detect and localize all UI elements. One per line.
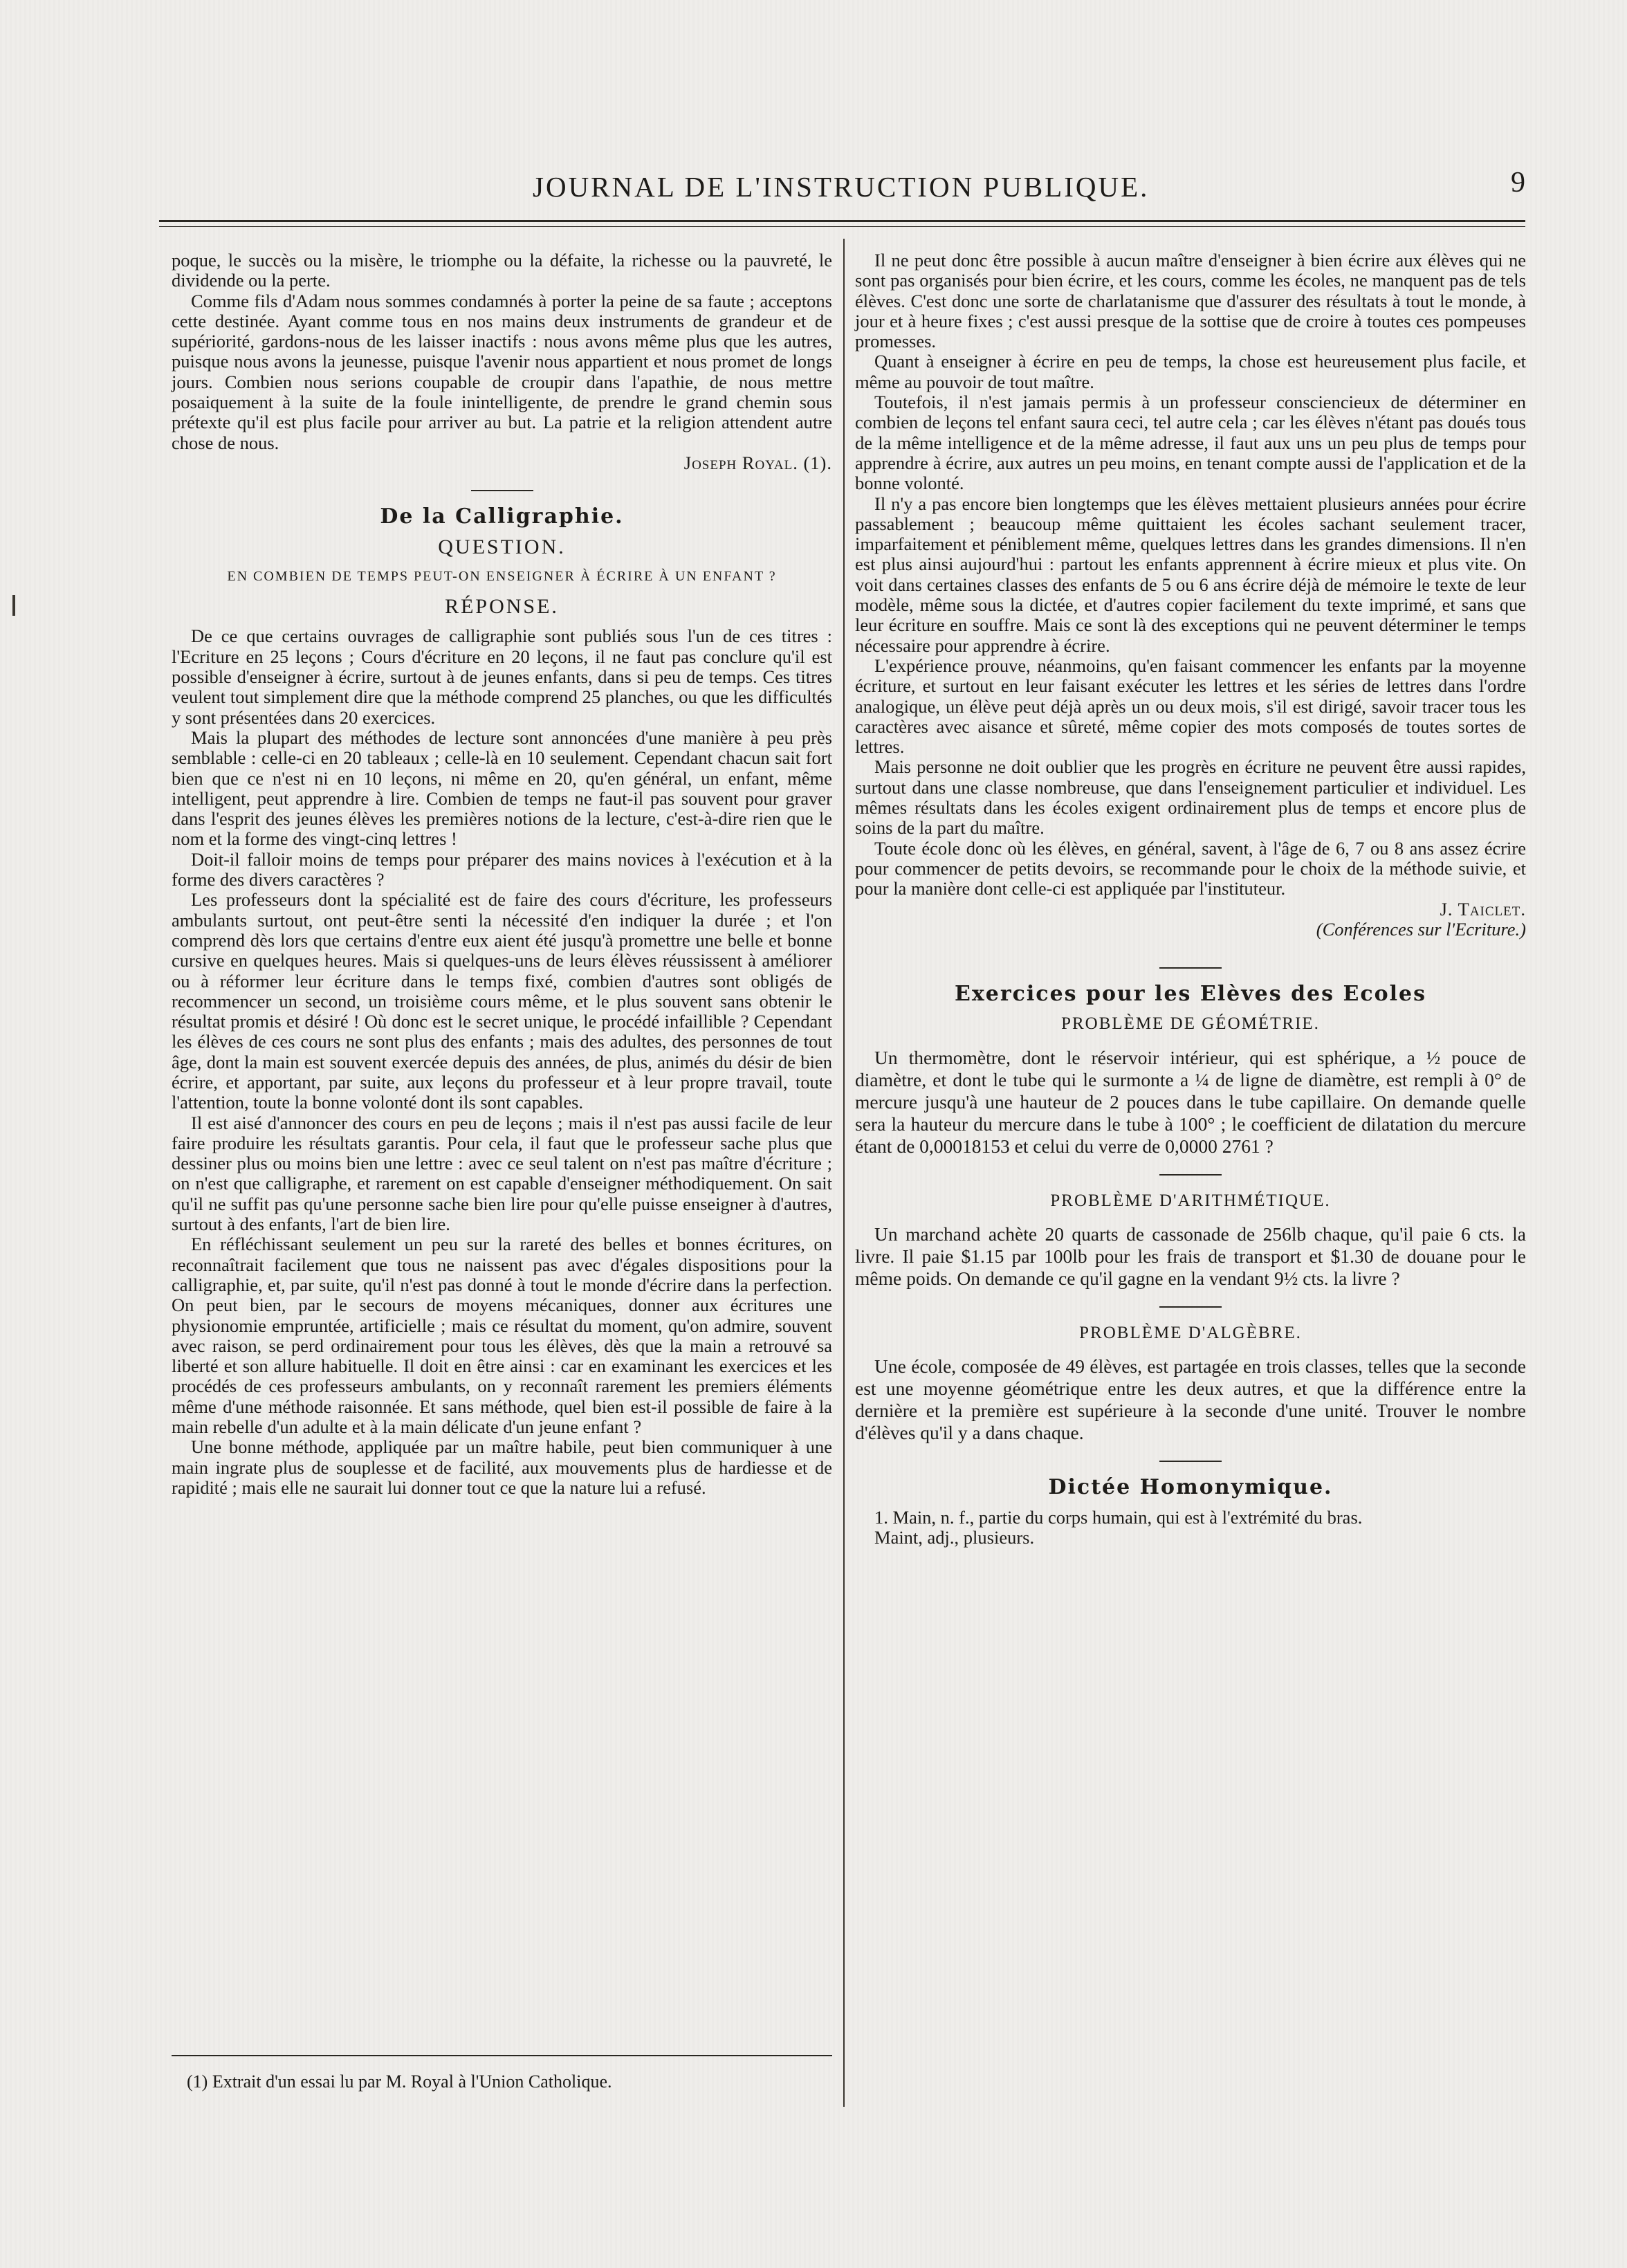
algebra-problem: Une école, composée de 49 élèves, est partagée en trois classes, telles que la seconde est une moyenne géométrique entre les deux autres, et que la différence entre la dernière et la première est supérieure à la seconde d'une unité. Trouver le nombre d'élèves qu'il y a dans chaque. bbox=[855, 1355, 1526, 1444]
answer-paragraph: Doit-il falloir moins de temps pour préparer des mains novices à l'exécution et à la forme des divers caractères ? bbox=[172, 848, 832, 890]
answer-paragraph: Il est aisé d'annoncer des cours en peu de leçons ; mais il n'est pas aussi facile de leur faire produire les résultats garantis. Pour cela, il faut que le professeur sache plus que dessiner plus ou moins bien une lettre : avec ce seul talent on n'est pas maître d'écriture ; on n'est que calligraphe, et rarement on est capable d'enseigner méthodiquement. On sait qu'il ne suffit pas qu'une personne sache bien lire pour qu'elle puisse enseigner à d'autres, surtout à des enfants, l'art de bien lire. bbox=[172, 1112, 832, 1235]
dictation-item: 1. Main, n. f., partie du corps humain, qui est à l'extrémité du bras. bbox=[874, 1506, 1363, 1528]
header-rule bbox=[159, 220, 1525, 222]
footnote-rule bbox=[172, 2055, 832, 2056]
signature-source: (Conférences sur l'Ecriture.) bbox=[1316, 918, 1526, 940]
body-paragraph: Toute école donc où les élèves, en général, savent, à l'âge de 6, 7 ou 8 ans assez écrire pour commencer de petits devoirs, se recommande pour le choix de la méthode suivie, et pour la manière dont celle-ci est appliquée par l'instituteur. bbox=[855, 837, 1526, 899]
page-number: 9 bbox=[1511, 167, 1525, 199]
signature-royal: Joseph Royal. (1). bbox=[683, 452, 832, 473]
body-paragraph: Mais personne ne doit oublier que les progrès en écriture ne peuvent être aussi rapides, surtout dans une classe nombreuse, que dans l'enseignement particulier et individuel. Les mêmes résultats dans les écoles exigent ordinairement plus de temps et encore plus de soins de la part du maître. bbox=[855, 756, 1526, 839]
running-head bbox=[159, 165, 1525, 213]
algebra-title: PROBLÈME D'ALGÈBRE. bbox=[1079, 1323, 1302, 1342]
exercises-title: Exercices pour les Elèves des Ecoles bbox=[955, 982, 1426, 1007]
dictation-title: Dictée Homonymique. bbox=[1048, 1475, 1333, 1500]
answer-paragraph: Les professeurs dont la spécialité est de faire des cours d'écriture, les professeurs ambulants surtout, ont peut-être senti la nécessité d'en indiquer la durée ; et l'on comprend dès lors que certains d'entre eux aient été jusqu'à promettre une belle et bonne cursive en quelques heures. Mais si quelques-uns de leurs élèves réussissent à améliorer ou à réformer leur écriture dans le temps fixé, combien d'autres sont obligés de recommencer un second, un troisième cours même, et le plus souvent sans obtenir le résultat promis et désiré ! Où donc est le secret unique, le procédé infaillible ? Cependant les élèves de ces cours ne sont plus des enfants ; mais des adultes, des personnes de tout âge, dont la main est souvent exercée depuis des années, de plus, animés du désir de bien écrire, et apportant, par suite, aux leçons du professeur et à leur propre travail, toute l'attention, toute la bonne volonté dont ils sont capables. bbox=[172, 889, 832, 1113]
answer-paragraph: De ce que certains ouvrages de calligraphie sont publiés sous l'un de ces titres : l'Ecriture en 25 leçons ; Cours d'écriture en 20 leçons, il ne faut pas conclure qu'il est possible d'enseigner à écrire, surtout à de jeunes enfants, dans si peu de temps. Ces titres veulent tout simplement dire que la méthode comprend 25 planches, ou que les difficultés y sont présentées dans 20 exercices. bbox=[172, 625, 832, 728]
question-label: QUESTION. bbox=[438, 535, 566, 558]
intro-paragraph: poque, le succès ou la misère, le triomphe ou la défaite, la richesse ou la pauvreté, le dividende ou la perte. bbox=[172, 250, 832, 291]
body-paragraph: Quant à enseigner à écrire en peu de temps, la chose est heureusement plus facile, et même au pouvoir de tout maître. bbox=[855, 351, 1526, 392]
left-column bbox=[172, 250, 832, 1498]
answer-label: RÉPONSE. bbox=[445, 595, 559, 619]
section-rule bbox=[471, 490, 533, 491]
section-rule bbox=[1159, 967, 1222, 969]
right-column bbox=[855, 250, 1526, 1548]
body-paragraph: Toutefois, il n'est jamais permis à un professeur consciencieux de déterminer en combien de leçons tel enfant saura ceci, tel autre cela ; car les élèves n'étant pas doués tous de la même intelligence et de la même adresse, il faut aux uns un peu plus de temps pour apprendre à écrire, aux autres un peu moins, en tenant compte aussi de l'application et de la bonne volonté. bbox=[855, 392, 1526, 494]
arithmetic-title: PROBLÈME D'ARITHMÉTIQUE. bbox=[1050, 1191, 1331, 1210]
intro-paragraph: Comme fils d'Adam nous sommes condamnés à porter la peine de sa faute ; acceptons cette destinée. Ayant comme tous en nos mains deux instruments de grandeur et de supériorité, gardons-nous de les laisser inactifs : nous avons même plus que les autres, puisque nous avons la jeunesse, puisque l'avenir nous appartient et nous promet de longs jours. Combien nous serions coupable de croupir dans l'apathie, de nous mettre posaiquement à la suite de la foule inintelligente, de prendre le grand chemin sous prétexte qu'il est plus facile pour arriver au but. La patrie et la religion attendent autre chose de nous. bbox=[172, 290, 832, 453]
section-rule bbox=[1159, 1461, 1222, 1462]
answer-paragraph: Une bonne méthode, appliquée par un maître habile, peut bien communiquer à une main ingrate plus de souplesse et de facilité, aux mouvements plus de hardiesse et de rapidité ; mais elle ne saurait lui donner tout ce que la nature lui a refusé. bbox=[172, 1436, 832, 1498]
dictation-item: Maint, adj., plusieurs. bbox=[874, 1526, 1035, 1548]
body-paragraph: Il n'y a pas encore bien longtemps que les élèves mettaient plusieurs années pour écrire passablement ; beaucoup même quittaient les écoles sachant seulement tracer, imparfaitement et péniblement même, quelques lettres dans les grandes dimensions. Il n'en est plus ainsi aujourd'hui : partout les enfants apprennent à écrire mieux et plus vite. On voit dans certaines classes des enfants de 5 ou 6 ans écrire déjà de mémoire le texte de leur modèle, même sous la dictée, et d'autres copier facilement du texte imprimé, et sans que leur écriture en souffre. Mais ce sont là des exceptions qui ne peuvent déterminer le temps nécessaire pour apprendre à écrire. bbox=[855, 493, 1526, 656]
geometry-problem: Un thermomètre, dont le réservoir intérieur, qui est sphérique, a ½ pouce de diamètre, et dont le tube qui le surmonte a ¼ de ligne de diamètre, est rempli à 0° de mercure jusqu'à une hauteur de 2 pouces dans le tube capillaire. On demande quelle sera la hauteur du mercure dans le tube à 100° ; le coefficient de dilatation du mercure étant de 0,00018153 et celui du verre de 0,0000 2761 ? bbox=[855, 1046, 1526, 1157]
arithmetic-problem: Un marchand achète 20 quarts de cassonade de 256lb chaque, qu'il paie 6 cts. la livre. Il paie $1.15 par 100lb pour les frais de transport et $1.30 de douane pour le même poids. On demande ce qu'il gagne en la vendant 9½ cts. la livre ? bbox=[855, 1223, 1526, 1289]
section-rule bbox=[1159, 1306, 1222, 1308]
margin-mark bbox=[12, 595, 15, 616]
body-paragraph: L'expérience prouve, néanmoins, qu'en faisant commencer les enfants par la moyenne écriture, et surtout en leur faisant exécuter les lettres et les séries de lettres dans l'ordre analogique, un élève peut déjà après un ou deux mois, s'il est dirigé, savoir tracer tous les caractères avec aisance et sûreté, même copier des mots composés de toutes sortes de lettres. bbox=[855, 655, 1526, 758]
article-title-calligraphie: De la Calligraphie. bbox=[380, 504, 624, 529]
header-rule-thin bbox=[159, 226, 1525, 227]
answer-paragraph: En réfléchissant seulement un peu sur la rareté des belles et bonnes écritures, on reconnaîtrait facilement que tous ne naissent pas avec d'égales dispositions pour la calligraphie, et, par suite, qu'il n'est pas donné à tout le monde d'écrire dans la perfection. On peut bien, par le secours de moyens mécaniques, donner aux écritures une physionomie empruntée, artificielle ; mais ce résultat du moment, qu'on admire, souvent avec raison, se perd ordinairement pour tous les élèves, dès que la main a retrouvé sa liberté et son allure habituelle. Il doit en être ainsi : car en examinant les exercices et les procédés de ces professeurs ambulants, on y reconnaît rarement les premiers éléments même d'une méthode raisonnée. Et sans méthode, quel bien est-il possible de faire à la main rebelle d'un adulte et à la main délicate d'un jeune enfant ? bbox=[172, 1234, 832, 1438]
signature-taiclet: J. Taiclet. bbox=[1440, 898, 1526, 920]
question-text: EN COMBIEN DE TEMPS PEUT-ON ENSEIGNER À ÉCRIRE À UN ENFANT ? bbox=[227, 568, 777, 584]
column-divider bbox=[843, 239, 845, 2107]
body-paragraph: Il ne peut donc être possible à aucun maître d'enseigner à bien écrire aux élèves qui ne sont pas organisés pour bien écrire, et les cours, comme les écoles, ne manquent pas de tels élèves. C'est donc une sorte de charlatanisme que d'assurer des résultats à tout le monde, à jour et à heure fixes ; c'est aussi presque de la sottise que de croire à toutes ces pompeuses promesses. bbox=[855, 250, 1526, 352]
footnote: (1) Extrait d'un essai lu par M. Royal à l'Union Catholique. bbox=[187, 2072, 612, 2092]
answer-paragraph: Mais la plupart des méthodes de lecture sont annoncées d'une manière à peu près semblable : celle-ci en 20 tableaux ; celle-là en 10 seulement. Cependant chacun sait fort bien que ce n'est ni en 10 leçons, ni même en 20, qu'en général, un enfant, même intelligent, peut apprendre à lire. Combien de temps ne faut-il pas souvent pour graver dans l'esprit des jeunes élèves les premières notions de la lecture, c'est-à-dire rien que le nom et la forme des vingt-cinq lettres ! bbox=[172, 726, 832, 850]
journal-title: JOURNAL DE L'INSTRUCTION PUBLIQUE. bbox=[533, 171, 1150, 203]
section-rule bbox=[1159, 1174, 1222, 1176]
geometry-title: PROBLÈME DE GÉOMÉTRIE. bbox=[1061, 1014, 1320, 1034]
